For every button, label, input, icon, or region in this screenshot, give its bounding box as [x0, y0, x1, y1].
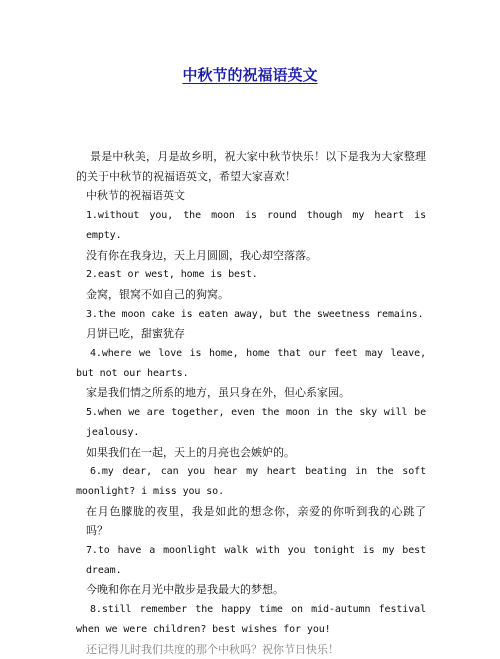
document-body	[76, 147, 426, 659]
item-5-english: 5.when we are together, even the moon in the sky will be jealousy.	[86, 407, 426, 438]
section-subtitle: 中秋节的祝福语英文	[86, 189, 185, 203]
item-4-english: 4.where we love is home, home that our feet may leave, but not our hearts.	[76, 348, 426, 379]
item-6-chinese: 在月色朦胧的夜里，我是如此的想念你，亲爱的你听到我的心跳了吗？	[86, 504, 426, 538]
item-7-english: 7.to have a moonlight walk with you tonight is my best dream.	[86, 545, 426, 576]
item-3-chinese: 月饼已吃，甜蜜犹存	[86, 327, 185, 341]
item-3-english: 3.the moon cake is eaten away, but the sweetness remains.	[86, 308, 424, 320]
item-2-chinese: 金窝，银窝不如自己的狗窝。	[86, 287, 229, 301]
document-title: 中秋节的祝福语英文	[182, 66, 318, 84]
item-2-english: 2.east or west, home is best.	[86, 269, 258, 281]
item-7-chinese: 今晚和你在月光中散步是我最大的梦想。	[86, 583, 284, 597]
item-5-chinese: 如果我们在一起，天上的月亮也会嫉妒的。	[86, 445, 295, 459]
item-8-english: 8.still remember the happy time on mid-autumn festival when we were children? best wishes for you!	[76, 604, 426, 635]
item-1-chinese: 没有你在我身边，天上月圆圆，我心却空落落。	[86, 248, 317, 262]
intro-paragraph: 景是中秋美，月是故乡明，祝大家中秋节快乐！以下是我为大家整理的关于中秋节的祝福语英文，希望大家喜欢！	[76, 150, 426, 183]
item-1-english: 1.without you, the moon is round though my heart is empty.	[86, 210, 426, 241]
item-8-chinese: 还记得儿时我们共度的那个中秋吗？祝你节日快乐！	[86, 642, 339, 656]
item-4-chinese: 家是我们情之所系的地方，虽只身在外，但心系家园。	[86, 386, 350, 400]
item-6-english: 6.my dear, can you hear my heart beating in the soft moonlight? i miss you so.	[76, 466, 426, 497]
